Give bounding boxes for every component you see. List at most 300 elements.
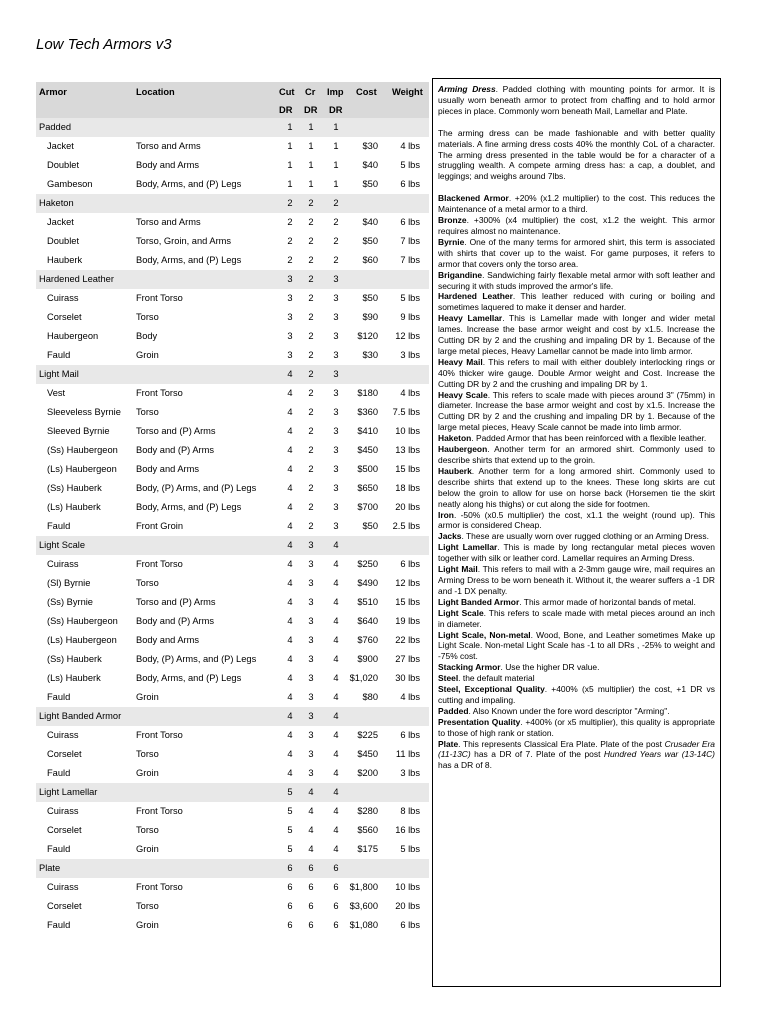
- cell-cut: 6: [287, 863, 293, 873]
- cell-cost: $410: [357, 426, 378, 436]
- note-paragraph: [438, 357, 715, 390]
- cell-imp: 4: [333, 749, 339, 759]
- cell-cr: 2: [308, 369, 314, 379]
- cell-armor: Sleeveless Byrnie: [47, 407, 121, 417]
- cell-cr: 2: [308, 483, 314, 493]
- note-term: Stacking Armor: [438, 662, 501, 673]
- cell-imp: 6: [333, 863, 339, 873]
- cell-imp: 3: [333, 464, 339, 474]
- cell-imp: 1: [333, 141, 339, 151]
- cell-location: Body, Arms, and (P) Legs: [136, 673, 242, 683]
- cell-cut: 3: [287, 331, 293, 341]
- cell-imp: 4: [333, 806, 339, 816]
- cell-cut: 4: [287, 407, 293, 417]
- note-text: Hundred Years war (13-14C): [603, 749, 715, 760]
- note-paragraph: [438, 684, 715, 706]
- note-paragraph: [438, 673, 715, 684]
- cell-cr: 6: [308, 863, 314, 873]
- cell-cost: $760: [357, 635, 378, 645]
- cell-cut: 5: [287, 825, 293, 835]
- cell-weight: 15 lbs: [395, 597, 420, 607]
- cell-cut: 5: [287, 844, 293, 854]
- cell-cut: 4: [287, 464, 293, 474]
- cell-armor: Light Mail: [39, 369, 79, 379]
- header-location: Location: [136, 87, 175, 97]
- cell-armor: Corselet: [47, 312, 82, 322]
- cell-cr: 3: [308, 768, 314, 778]
- cell-cut: 2: [287, 217, 293, 227]
- header-cr-dr: DR: [304, 105, 318, 115]
- note-paragraph: [438, 291, 715, 313]
- note-text: . +300% (x4 multiplier) the cost, x1.2 the weight. This armor requires almost no maintenance.: [438, 215, 715, 236]
- cell-location: Torso and Arms: [136, 141, 201, 151]
- cell-weight: 16 lbs: [395, 825, 420, 835]
- cell-armor: Light Banded Armor: [39, 711, 122, 721]
- cell-imp: 3: [333, 502, 339, 512]
- cell-armor: Fauld: [47, 920, 71, 930]
- cell-weight: 22 lbs: [395, 635, 420, 645]
- cell-cr: 2: [308, 274, 314, 284]
- cell-weight: 7.5 lbs: [392, 407, 420, 417]
- cell-imp: 3: [333, 293, 339, 303]
- cell-weight: 4 lbs: [400, 141, 420, 151]
- table-row: [36, 840, 429, 859]
- cell-cost: $50: [362, 521, 378, 531]
- cell-location: Body and (P) Arms: [136, 445, 215, 455]
- table-row: [36, 802, 429, 821]
- table-row: [36, 175, 429, 194]
- note-text: . Sandwiching fairly flexable metal armor with soft leather and securing it with studs improved the armor's life.: [438, 269, 715, 291]
- note-text: . Another term for a long armored shirt. Commonly used to describe shirts that extend up to the knees. These long skirts are cut below the groin to allow for use on horse back (Horsemen tie the skirt neatly along his thighs) or cut along the side for footmen.: [438, 465, 715, 509]
- cell-armor: Jacket: [47, 141, 74, 151]
- cell-cr: 2: [308, 426, 314, 436]
- cell-imp: 2: [333, 198, 339, 208]
- cell-cost: $280: [357, 806, 378, 816]
- header-imp: Imp: [327, 87, 344, 97]
- cell-imp: 1: [333, 179, 339, 189]
- cell-cr: 4: [308, 825, 314, 835]
- cell-cut: 1: [287, 141, 293, 151]
- cell-cost: $30: [362, 350, 378, 360]
- cell-weight: 11 lbs: [395, 749, 420, 759]
- note-paragraph: [438, 542, 715, 564]
- cell-cr: 3: [308, 559, 314, 569]
- note-text: . +20% (x1.2 multiplier) to the cost. This reduces the Maintenance of a metal armor to a third.: [438, 193, 716, 215]
- table-row: [36, 403, 429, 422]
- note-text: . Padded Armor that has been reinforced with a flexible leather.: [471, 433, 707, 444]
- cell-location: Torso and (P) Arms: [136, 426, 216, 436]
- cell-imp: 3: [333, 483, 339, 493]
- note-text: . Wood, Bone, and Leather sometimes Make up Light Scale. Non-metal Light Scale has -1 to all DRs , -25% to weight and -75% cost.: [438, 629, 715, 662]
- cell-cr: 6: [308, 920, 314, 930]
- cell-location: Torso and Arms: [136, 217, 201, 227]
- cell-cr: 6: [308, 901, 314, 911]
- cell-imp: 4: [333, 730, 339, 740]
- cell-weight: 19 lbs: [395, 616, 420, 626]
- cell-imp: 4: [333, 711, 339, 721]
- table-row: [36, 593, 429, 612]
- note-term: Hauberk: [438, 465, 472, 476]
- cell-weight: 6 lbs: [400, 559, 420, 569]
- cell-armor: Doublet: [47, 236, 80, 246]
- note-paragraph: [438, 84, 715, 117]
- cell-cost: $225: [357, 730, 378, 740]
- cell-cut: 6: [287, 920, 293, 930]
- note-text: . +400% (or x5 multiplier), this quality is appropriate to those of high rank or station.: [438, 716, 715, 738]
- cell-location: Front Torso: [136, 388, 183, 398]
- note-text: . This refers to scale made with pieces around 3" (75mm) in diameter. Increase the base armor weight and cost by x1.5. Increase the Cutting DR by 2 and the crushing and impaling DR by 1. Because of the large metal pieces, Heavy Scale cannot be made into limb armor.: [438, 389, 715, 433]
- cell-cut: 4: [287, 711, 293, 721]
- note-paragraph: [438, 390, 715, 434]
- cell-cut: 4: [287, 502, 293, 512]
- cell-weight: 2.5 lbs: [392, 521, 420, 531]
- cell-cost: $640: [357, 616, 378, 626]
- cell-armor: Fauld: [47, 844, 71, 854]
- cell-weight: 20 lbs: [395, 502, 420, 512]
- cell-imp: 3: [333, 445, 339, 455]
- cell-armor: Fauld: [47, 692, 71, 702]
- cell-cut: 5: [287, 787, 293, 797]
- category-row: [36, 707, 429, 726]
- cell-cut: 3: [287, 350, 293, 360]
- header-cr: Cr: [305, 87, 316, 97]
- note-text: . +400% (x5 multiplier) the cost, +1 DR vs cutting and impaling.: [438, 684, 715, 705]
- cell-weight: 5 lbs: [400, 293, 420, 303]
- table-row: [36, 612, 429, 631]
- table-row: [36, 479, 429, 498]
- cell-armor: Hardened Leather: [39, 274, 114, 284]
- cell-location: Body, Arms, and (P) Legs: [136, 502, 242, 512]
- cell-location: Body: [136, 331, 158, 341]
- note-text: . -50% (x0.5 multiplier) the cost, x1.1 the weight (round up). This armor is considered Cheap.: [438, 509, 715, 531]
- note-term: Byrnie: [438, 236, 465, 247]
- note-text: . Another term for an armored shirt. Commonly used to describe shirts that extend up to the groin.: [438, 444, 715, 465]
- notes-panel: [432, 78, 721, 987]
- cell-armor: (Ls) Hauberk: [47, 502, 101, 512]
- table-row: [36, 327, 429, 346]
- cell-armor: Haubergeon: [47, 331, 99, 341]
- cell-cut: 4: [287, 616, 293, 626]
- cell-cut: 6: [287, 901, 293, 911]
- cell-cost: $180: [357, 388, 378, 398]
- cell-imp: 6: [333, 901, 339, 911]
- cell-armor: Sleeved Byrnie: [47, 426, 110, 436]
- table-row: [36, 441, 429, 460]
- cell-cost: $60: [362, 255, 378, 265]
- cell-location: Torso, Groin, and Arms: [136, 236, 232, 246]
- note-text: has a DR of 7. Plate of the post: [470, 749, 604, 760]
- table-row: [36, 878, 429, 897]
- cell-armor: Light Lamellar: [39, 787, 98, 797]
- cell-cut: 4: [287, 749, 293, 759]
- table-row: [36, 745, 429, 764]
- cell-weight: 12 lbs: [395, 578, 420, 588]
- note-paragraph: [438, 237, 715, 270]
- cell-cr: 2: [308, 331, 314, 341]
- table-row: [36, 156, 429, 175]
- cell-armor: Haketon: [39, 198, 74, 208]
- cell-cost: $250: [357, 559, 378, 569]
- cell-cut: 4: [287, 730, 293, 740]
- cell-weight: 10 lbs: [395, 426, 420, 436]
- note-paragraph: [438, 662, 715, 673]
- cell-cr: 2: [308, 407, 314, 417]
- cell-armor: Doublet: [47, 160, 80, 170]
- note-text: . One of the many terms for armored shirt, this term is associated with shirts that cover up to the waist. For game purposes, it refers to armor that covers only the torso area.: [438, 236, 715, 269]
- cell-cr: 3: [308, 597, 314, 607]
- table-row: [36, 308, 429, 327]
- cell-imp: 4: [333, 578, 339, 588]
- cell-cut: 5: [287, 806, 293, 816]
- note-term: Presentation Quality: [438, 716, 521, 727]
- cell-cost: $120: [357, 331, 378, 341]
- note-text: . Use the higher DR value.: [500, 662, 600, 673]
- cell-armor: (Ls) Hauberk: [47, 673, 101, 683]
- cell-location: Body, Arms, and (P) Legs: [136, 179, 242, 189]
- table-row: [36, 232, 429, 251]
- cell-armor: (Ls) Haubergeon: [47, 464, 117, 474]
- cell-armor: Light Scale: [39, 540, 85, 550]
- cell-weight: 15 lbs: [395, 464, 420, 474]
- note-paragraph: [438, 510, 715, 532]
- note-paragraph: [438, 444, 715, 466]
- cell-armor: Padded: [39, 122, 72, 132]
- cell-armor: Cuirass: [47, 559, 79, 569]
- table-row: [36, 650, 429, 669]
- cell-armor: Vest: [47, 388, 66, 398]
- cell-location: Body and (P) Arms: [136, 616, 215, 626]
- cell-cr: 3: [308, 616, 314, 626]
- note-paragraph: [438, 630, 715, 663]
- note-paragraph: [438, 597, 715, 608]
- cell-cost: $3,600: [349, 901, 378, 911]
- cell-imp: 4: [333, 559, 339, 569]
- note-term: Bronze: [438, 215, 467, 226]
- cell-cr: 3: [308, 749, 314, 759]
- cell-cost: $450: [357, 749, 378, 759]
- cell-cr: 1: [308, 160, 314, 170]
- cell-cut: 4: [287, 597, 293, 607]
- cell-cr: 2: [308, 445, 314, 455]
- note-term: Heavy Lamellar: [438, 313, 503, 324]
- cell-cr: 4: [308, 806, 314, 816]
- table-row: [36, 137, 429, 156]
- cell-cut: 4: [287, 768, 293, 778]
- cell-location: Body and Arms: [136, 160, 200, 170]
- cell-armor: Hauberk: [47, 255, 83, 265]
- note-text: The arming dress can be made fashionable and with better quality materials. A fine arming dress costs 40% the monthly CoL of a character. The arming dress presented in the table would be for a character of a struggling wealth. A compete arming dress has: a cap, a doublet, and leggings; and weighs around 7lbs.: [438, 127, 715, 182]
- note-paragraph: [438, 313, 715, 357]
- note-paragraph: [438, 433, 715, 444]
- cell-imp: 1: [333, 122, 339, 132]
- cell-imp: 4: [333, 635, 339, 645]
- header-cut: Cut: [279, 87, 295, 97]
- cell-location: Torso: [136, 407, 159, 417]
- note-term: Hardened Leather: [438, 291, 513, 302]
- cell-imp: 4: [333, 787, 339, 797]
- cell-weight: 4 lbs: [400, 692, 420, 702]
- cell-imp: 4: [333, 768, 339, 778]
- cell-cost: $1,800: [349, 882, 378, 892]
- cell-weight: 3 lbs: [400, 350, 420, 360]
- cell-cost: $175: [357, 844, 378, 854]
- cell-cr: 6: [308, 882, 314, 892]
- cell-imp: 4: [333, 616, 339, 626]
- cell-armor: Corselet: [47, 749, 82, 759]
- cell-armor: Fauld: [47, 768, 71, 778]
- cell-location: Body and Arms: [136, 464, 200, 474]
- table-row: [36, 916, 429, 935]
- cell-weight: 18 lbs: [395, 483, 420, 493]
- cell-location: Front Torso: [136, 559, 183, 569]
- note-term: Iron: [438, 509, 454, 520]
- note-term: Light Scale, Non-metal: [438, 629, 531, 640]
- cell-cr: 3: [308, 692, 314, 702]
- header-imp-dr: DR: [329, 105, 343, 115]
- category-row: [36, 194, 429, 213]
- cell-cost: $450: [357, 445, 378, 455]
- note-paragraph: [438, 564, 715, 597]
- table-row: [36, 498, 429, 517]
- cell-armor: (Ss) Hauberk: [47, 654, 102, 664]
- cell-cr: 1: [308, 122, 314, 132]
- cell-imp: 4: [333, 540, 339, 550]
- note-term: Padded: [438, 705, 469, 716]
- note-text: . This leather reduced with curing or boiling and sometimes laquered to make it denser and harder.: [438, 291, 715, 313]
- cell-cut: 1: [287, 179, 293, 189]
- cell-imp: 4: [333, 597, 339, 607]
- cell-imp: 2: [333, 255, 339, 265]
- note-text: . Also Known under the fore word descriptor "Arming".: [468, 705, 670, 716]
- note-paragraph: [438, 717, 715, 739]
- cell-cr: 2: [308, 217, 314, 227]
- table-row: [36, 517, 429, 536]
- cell-cut: 2: [287, 198, 293, 208]
- note-term: Steel, Exceptional Quality: [438, 684, 545, 695]
- note-text: . This refers to mail with either doublely interlocking rings or 40% thicker wire gauge. Double Armor weight and Cost. Increase the Cutting DR by 2 and the crushing and impaling DR by 1.: [438, 356, 715, 389]
- cell-imp: 4: [333, 692, 339, 702]
- cell-imp: 6: [333, 882, 339, 892]
- cell-cr: 4: [308, 844, 314, 854]
- cell-weight: 4 lbs: [400, 388, 420, 398]
- table-row: [36, 574, 429, 593]
- cell-cr: 3: [308, 730, 314, 740]
- cell-cr: 2: [308, 312, 314, 322]
- cell-cut: 4: [287, 578, 293, 588]
- cell-cut: 1: [287, 122, 293, 132]
- note-term: Blackened Armor: [438, 193, 509, 204]
- category-row: [36, 859, 429, 878]
- cell-armor: Corselet: [47, 825, 82, 835]
- note-text: . This is Lamellar made with longer and wider metal lames. Increase the base armor weight and cost by x1.5. Increase the Cutting DR by 2 and the crushing and impaling DR by 1. Because of the large metal pieces, Heavy Lamellar cannot be made into limb armor.: [438, 313, 715, 356]
- table-row: [36, 897, 429, 916]
- table-row: [36, 289, 429, 308]
- cell-location: Torso: [136, 312, 159, 322]
- cell-imp: 3: [333, 388, 339, 398]
- cell-cost: $1,020: [349, 673, 378, 683]
- cell-weight: 5 lbs: [400, 160, 420, 170]
- cell-location: Torso: [136, 901, 159, 911]
- cell-armor: Jacket: [47, 217, 74, 227]
- cell-weight: 30 lbs: [395, 673, 420, 683]
- note-text: . This is made by long rectangular metal pieces woven together with silk or leather cord. Lamellar requires an Arming Dress.: [438, 542, 715, 564]
- cell-weight: 7 lbs: [400, 255, 420, 265]
- category-row: [36, 270, 429, 289]
- note-term: Heavy Mail: [438, 356, 483, 367]
- cell-weight: 7 lbs: [400, 236, 420, 246]
- note-text: . Padded clothing with mounting points for armor. It is usually worn beneath armor to protect from chaffing and to hold armor pieces in place. Commonly worn beneath Mail, Lamellar and Plate.: [438, 84, 715, 116]
- cell-cr: 2: [308, 388, 314, 398]
- cell-armor: Cuirass: [47, 293, 79, 303]
- note-term: Haketon: [438, 433, 472, 444]
- armor-table: [36, 82, 429, 930]
- note-term: Light Lamellar: [438, 542, 498, 553]
- cell-weight: 6 lbs: [400, 730, 420, 740]
- header-cost: Cost: [356, 87, 377, 97]
- cell-cr: 4: [308, 787, 314, 797]
- note-term: Arming Dress: [438, 84, 496, 94]
- cell-weight: 5 lbs: [400, 844, 420, 854]
- cell-location: Front Torso: [136, 882, 183, 892]
- note-term: Haubergeon: [438, 444, 488, 455]
- cell-armor: Corselet: [47, 901, 82, 911]
- cell-cut: 4: [287, 673, 293, 683]
- cell-weight: 12 lbs: [395, 331, 420, 341]
- cell-cr: 3: [308, 635, 314, 645]
- cell-armor: Cuirass: [47, 882, 79, 892]
- table-row: [36, 384, 429, 403]
- cell-cut: 4: [287, 388, 293, 398]
- note-paragraph: [438, 608, 715, 630]
- table-row: [36, 688, 429, 707]
- cell-location: Torso: [136, 825, 159, 835]
- cell-imp: 1: [333, 160, 339, 170]
- cell-cr: 3: [308, 673, 314, 683]
- note-text: . This armor made of horizontal bands of metal.: [519, 596, 696, 607]
- note-text: has a DR of 8.: [438, 760, 492, 771]
- cell-imp: 3: [333, 521, 339, 531]
- note-paragraph: [438, 128, 715, 183]
- header-cut-dr: DR: [279, 105, 293, 115]
- cell-location: Body, (P) Arms, and (P) Legs: [136, 483, 257, 493]
- cell-cost: $900: [357, 654, 378, 664]
- category-row: [36, 783, 429, 802]
- cell-cr: 2: [308, 350, 314, 360]
- cell-location: Body, (P) Arms, and (P) Legs: [136, 654, 257, 664]
- cell-location: Body and Arms: [136, 635, 200, 645]
- cell-cr: 1: [308, 141, 314, 151]
- cell-armor: (Ls) Haubergeon: [47, 635, 117, 645]
- cell-armor: Fauld: [47, 521, 71, 531]
- cell-location: Body, Arms, and (P) Legs: [136, 255, 242, 265]
- note-text: . This refers to mail with a 2-3mm gauge wire, mail requires an Arming Dress to be worn beneath it. Without it, the wearer suffers a -1 DR and -1 DX penalty.: [438, 564, 715, 596]
- cell-cut: 4: [287, 559, 293, 569]
- cell-cut: 4: [287, 426, 293, 436]
- cell-cr: 3: [308, 578, 314, 588]
- cell-location: Front Torso: [136, 293, 183, 303]
- cell-location: Front Torso: [136, 730, 183, 740]
- note-term: Light Banded Armor: [438, 596, 520, 607]
- table-row: [36, 422, 429, 441]
- cell-imp: 2: [333, 217, 339, 227]
- cell-cost: $500: [357, 464, 378, 474]
- cell-cost: $50: [362, 236, 378, 246]
- note-paragraph: [438, 739, 715, 772]
- cell-location: Front Torso: [136, 806, 183, 816]
- cell-cost: $80: [362, 692, 378, 702]
- cell-imp: 4: [333, 825, 339, 835]
- cell-imp: 3: [333, 312, 339, 322]
